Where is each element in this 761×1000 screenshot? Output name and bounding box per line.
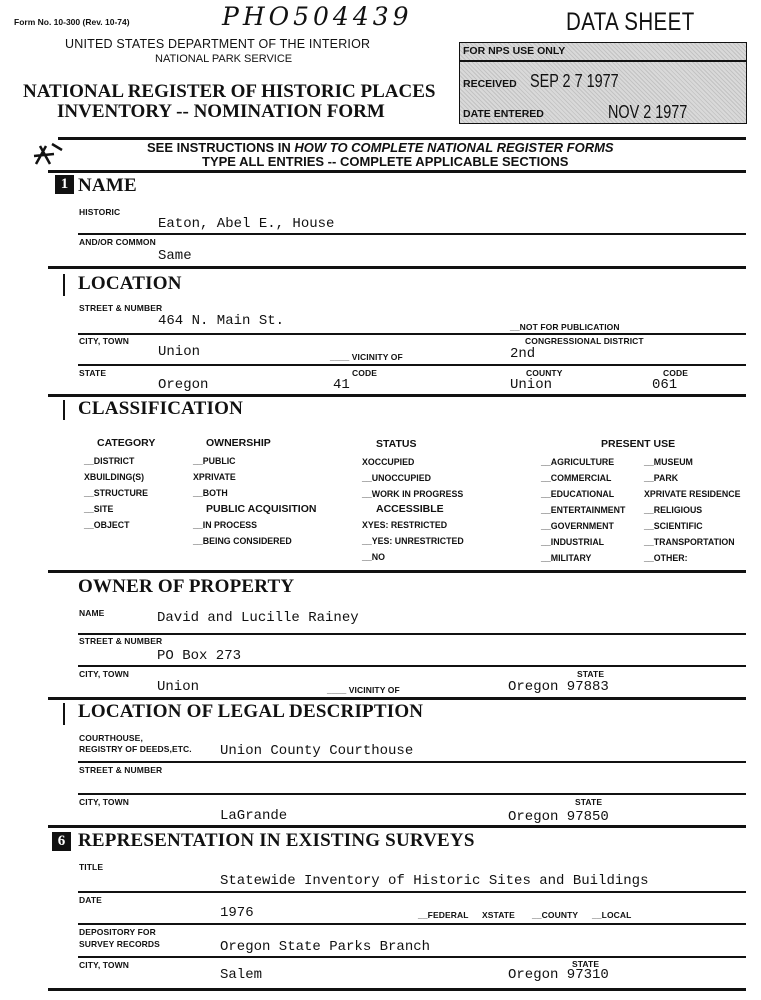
section-legal-heading: LOCATION OF LEGAL DESCRIPTION xyxy=(78,701,424,722)
nps-use-box xyxy=(459,42,747,124)
owner-city-label: CITY, TOWN xyxy=(79,669,129,679)
section-owner-heading: OWNER OF PROPERTY xyxy=(78,576,295,597)
county-code-value: 061 xyxy=(652,377,678,393)
section-location-heading: LOCATION xyxy=(78,273,182,294)
city-label: CITY, TOWN xyxy=(79,336,129,346)
received-stamp: SEP 2 7 1977 xyxy=(530,71,619,91)
depository-label-1: DEPOSITORY FOR xyxy=(79,927,156,937)
county-code-label: CODE xyxy=(663,368,688,378)
historic-label: HISTORIC xyxy=(79,207,121,217)
accessible-heading: ACCESSIBLE xyxy=(376,503,444,515)
county-value: Union xyxy=(510,377,553,393)
use-government: __GOVERNMENT xyxy=(541,521,614,531)
section-number-6: 6 xyxy=(52,832,71,851)
ownership-private: XPRIVATE xyxy=(193,472,236,482)
accessible-unrestricted: __YES: UNRESTRICTED xyxy=(362,536,464,546)
survey-date-value: 1976 xyxy=(220,905,254,921)
use-transportation: __TRANSPORTATION xyxy=(644,537,735,547)
use-scientific: __SCIENTIFIC xyxy=(644,521,703,531)
handwritten-id: PHO504439 xyxy=(222,2,413,31)
legal-city-value: LaGrande xyxy=(220,808,288,824)
ownership-public: __PUBLIC xyxy=(193,456,236,466)
courthouse-value: Union County Courthouse xyxy=(220,743,414,759)
survey-title-label: TITLE xyxy=(79,862,104,872)
category-object: __OBJECT xyxy=(84,520,130,530)
survey-federal: __FEDERAL xyxy=(418,910,469,920)
survey-state-label: STATE xyxy=(572,959,600,969)
congressional-district-value: 2nd xyxy=(510,346,536,362)
service: NATIONAL PARK SERVICE xyxy=(155,53,293,65)
data-sheet-title: DATA SHEET xyxy=(566,8,695,36)
instructions-line1: SEE INSTRUCTIONS IN HOW TO COMPLETE NATIONAL REGISTER FORMS xyxy=(147,140,614,155)
owner-street-value: PO Box 273 xyxy=(157,648,242,664)
survey-city-value: Salem xyxy=(220,967,263,983)
owner-name-label: NAME xyxy=(79,608,105,618)
use-other: __OTHER: xyxy=(644,553,688,563)
vicinity-of: ____ VICINITY OF xyxy=(330,352,403,362)
survey-date-label: DATE xyxy=(79,895,102,905)
category-structure: __STRUCTURE xyxy=(84,488,149,498)
public-acquisition-heading: PUBLIC ACQUISITION xyxy=(206,503,317,515)
received-label: RECEIVED xyxy=(463,78,517,90)
star-mark-icon xyxy=(30,140,70,170)
accessible-no: __NO xyxy=(362,552,385,562)
survey-state: XSTATE xyxy=(482,910,515,920)
form-title-line1: NATIONAL REGISTER OF HISTORIC PLACES xyxy=(23,81,436,102)
survey-state-value: Oregon 97310 xyxy=(508,967,609,983)
county-label: COUNTY xyxy=(526,368,563,378)
state-code-label: CODE xyxy=(352,368,377,378)
category-district: __DISTRICT xyxy=(84,456,135,466)
status-work-in-progress: __WORK IN PROGRESS xyxy=(362,489,464,499)
status-heading: STATUS xyxy=(376,438,417,450)
form-title-line2: INVENTORY -- NOMINATION FORM xyxy=(57,101,385,122)
owner-city-value: Union xyxy=(157,679,200,695)
state-label: STATE xyxy=(79,368,107,378)
use-entertainment: __ENTERTAINMENT xyxy=(541,505,626,515)
use-private-residence: XPRIVATE RESIDENCE xyxy=(644,489,741,499)
common-name-value: Same xyxy=(158,248,192,264)
legal-street-label: STREET & NUMBER xyxy=(79,765,163,775)
legal-state-value: Oregon 97850 xyxy=(508,809,609,825)
instructions-line2: TYPE ALL ENTRIES -- COMPLETE APPLICABLE SECTIONS xyxy=(202,154,569,169)
category-site: __SITE xyxy=(84,504,114,514)
state-code-value: 41 xyxy=(333,377,350,393)
use-agriculture: __AGRICULTURE xyxy=(541,457,615,467)
status-unoccupied: __UNOCCUPIED xyxy=(362,473,431,483)
not-for-publication: __NOT FOR PUBLICATION xyxy=(510,322,620,332)
legal-city-label: CITY, TOWN xyxy=(79,797,129,807)
date-entered-stamp: NOV 2 1977 xyxy=(608,102,688,122)
owner-state-label: STATE xyxy=(577,669,605,679)
category-building: XBUILDING(S) xyxy=(84,472,145,482)
section-number-1: 1 xyxy=(55,175,74,194)
courthouse-label: COURTHOUSE, xyxy=(79,733,143,743)
use-religious: __RELIGIOUS xyxy=(644,505,703,515)
department: UNITED STATES DEPARTMENT OF THE INTERIOR xyxy=(65,37,371,51)
congressional-district-label: CONGRESSIONAL DISTRICT xyxy=(525,336,644,346)
section-classification-heading: CLASSIFICATION xyxy=(78,398,244,419)
common-name-label: AND/OR COMMON xyxy=(79,237,156,247)
depository-value: Oregon State Parks Branch xyxy=(220,939,431,955)
use-military: __MILITARY xyxy=(541,553,592,563)
street-label: STREET & NUMBER xyxy=(79,303,163,313)
survey-city-label: CITY, TOWN xyxy=(79,960,129,970)
survey-county: __COUNTY xyxy=(532,910,579,920)
owner-name-value: David and Lucille Rainey xyxy=(157,610,359,626)
section-name-heading: NAME xyxy=(78,175,137,196)
owner-vicinity-of: ____ VICINITY OF xyxy=(327,685,400,695)
ownership-both: __BOTH xyxy=(193,488,228,498)
date-entered-label: DATE ENTERED xyxy=(463,108,544,120)
nps-label: FOR NPS USE ONLY xyxy=(463,45,566,57)
owner-state-value: Oregon 97883 xyxy=(508,679,609,695)
registry-label: REGISTRY OF DEEDS,ETC. xyxy=(79,744,192,754)
form-number: Form No. 10-300 (Rev. 10-74) xyxy=(14,17,130,27)
ownership-heading: OWNERSHIP xyxy=(206,437,271,449)
use-park: __PARK xyxy=(644,473,679,483)
street-value: 464 N. Main St. xyxy=(158,313,285,329)
state-value: Oregon xyxy=(158,377,209,393)
use-industrial: __INDUSTRIAL xyxy=(541,537,605,547)
acquisition-being-considered: __BEING CONSIDERED xyxy=(193,536,292,546)
survey-local: __LOCAL xyxy=(592,910,632,920)
section-surveys-heading: REPRESENTATION IN EXISTING SURVEYS xyxy=(78,830,475,851)
accessible-restricted: XYES: RESTRICTED xyxy=(362,520,448,530)
acquisition-in-process: __IN PROCESS xyxy=(193,520,258,530)
historic-value: Eaton, Abel E., House xyxy=(158,216,335,232)
category-heading: CATEGORY xyxy=(97,437,156,449)
owner-street-label: STREET & NUMBER xyxy=(79,636,163,646)
status-occupied: XOCCUPIED xyxy=(362,457,415,467)
survey-title-value: Statewide Inventory of Historic Sites and Buildings xyxy=(220,873,649,889)
city-value: Union xyxy=(158,344,201,360)
present-use-heading: PRESENT USE xyxy=(601,438,676,450)
depository-label-2: SURVEY RECORDS xyxy=(79,939,160,949)
legal-state-label: STATE xyxy=(575,797,603,807)
use-commercial: __COMMERCIAL xyxy=(541,473,612,483)
use-educational: __EDUCATIONAL xyxy=(541,489,615,499)
use-museum: __MUSEUM xyxy=(644,457,693,467)
